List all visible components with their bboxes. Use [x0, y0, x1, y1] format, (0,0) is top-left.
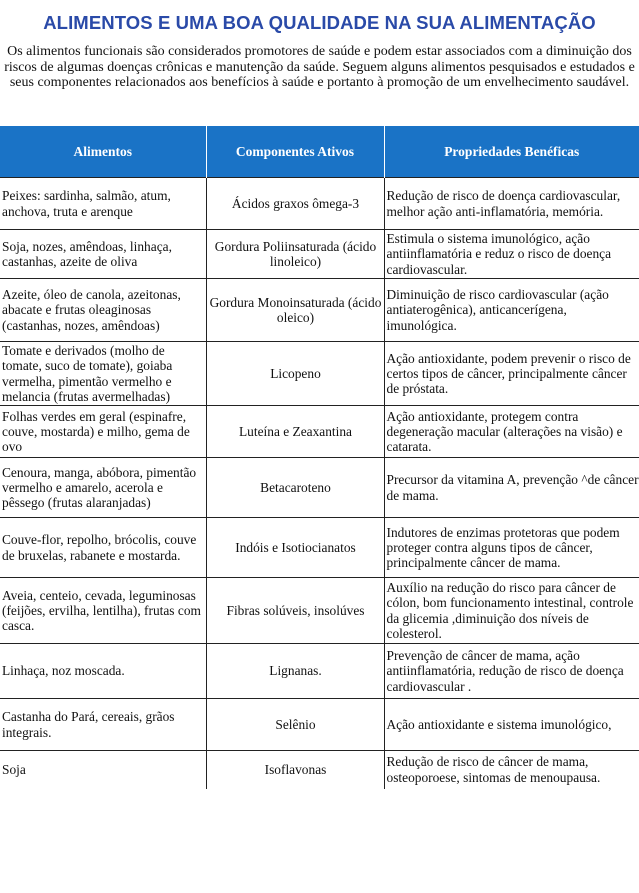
table-row: [0, 578, 639, 644]
component-cell: Indóis e Isotiocianatos: [206, 518, 384, 578]
food-cell: Cenoura, manga, abóbora, pimentão vermelho e amarelo, acerola e pêssego (frutas alaranjadas): [0, 458, 206, 518]
page-title: ALIMENTOS E UMA BOA QUALIDADE NA SUA ALIMENTAÇÃO: [43, 12, 596, 33]
benefits-cell: Redução de risco de doença cardiovascular, melhor ação anti-inflamatória, memória.: [384, 178, 639, 230]
food-cell: Peixes: sardinha, salmão, atum, anchova, truta e arenque: [0, 178, 206, 230]
table-row: [0, 751, 639, 789]
component-cell: Fibras solúveis, insolúves: [206, 578, 384, 644]
benefits-cell: Diminuição de risco cardiovascular (ação antiaterogênica), anticancerígena, imunológica.: [384, 279, 639, 342]
component-cell: Isoflavonas: [206, 751, 384, 789]
food-cell: Soja: [0, 751, 206, 789]
benefits-cell: Ação antioxidante e sistema imunológico,: [384, 699, 639, 751]
table-row: [0, 178, 639, 230]
table-row: [0, 699, 639, 751]
component-cell: Ácidos graxos ômega-3: [206, 178, 384, 230]
table-row: [0, 518, 639, 578]
food-cell: Azeite, óleo de canola, azeitonas, abacate e frutas oleaginosas (castanhas, nozes, amêndoas): [0, 279, 206, 342]
table-row: [0, 279, 639, 342]
table-row: [0, 342, 639, 406]
table-row: [0, 644, 639, 699]
intro-paragraph: Os alimentos funcionais são considerados promotores de saúde e podem estar associados com a diminuição dos riscos de algumas doenças crônicas e manutenção da saúde. Seguem alguns alimentos pesquisados e estudados e seus componentes relacionados aos benefícios à saúde e portanto à promoção de um envelhecimento saudável.: [4, 44, 635, 91]
component-cell: Gordura Poliinsaturada (ácido linoleico): [206, 230, 384, 279]
benefits-cell: Ação antioxidante, podem prevenir o risco de certos tipos de câncer, principalmente câncer de próstata.: [384, 342, 639, 406]
food-cell: Soja, nozes, amêndoas, linhaça, castanhas, azeite de oliva: [0, 230, 206, 279]
benefits-cell: Redução de risco de câncer de mama, osteoporoese, sintomas de menoupausa.: [384, 751, 639, 789]
benefits-cell: Precursor da vitamina A, prevenção ^de câncer de mama.: [384, 458, 639, 518]
food-cell: Couve-flor, repolho, brócolis, couve de bruxelas, rabanete e mostarda.: [0, 518, 206, 578]
benefits-cell: Ação antioxidante, protegem contra degeneração macular (alterações na visão) e catarata.: [384, 406, 639, 458]
component-cell: Licopeno: [206, 342, 384, 406]
component-cell: Betacaroteno: [206, 458, 384, 518]
benefits-cell: Estimula o sistema imunológico, ação antiinflamatória e reduz o risco de doença cardiovascular.: [384, 230, 639, 279]
component-cell: Lignanas.: [206, 644, 384, 699]
header-componentes-ativos: Componentes Ativos: [206, 126, 384, 178]
table-header-row: [0, 126, 639, 178]
food-cell: Aveia, centeio, cevada, leguminosas (feijões, ervilha, lentilha), frutas com casca.: [0, 578, 206, 644]
component-cell: Gordura Monoinsaturada (ácido oleico): [206, 279, 384, 342]
benefits-cell: Indutores de enzimas protetoras que podem proteger contra alguns tipos de câncer, principalmente câncer de mama.: [384, 518, 639, 578]
table-row: [0, 230, 639, 279]
benefits-cell: Prevenção de câncer de mama, ação antiinflamatória, redução de risco de doença cardiovascular .: [384, 644, 639, 699]
food-cell: Linhaça, noz moscada.: [0, 644, 206, 699]
food-cell: Castanha do Pará, cereais, grãos integrais.: [0, 699, 206, 751]
header-propriedades-beneficas: Propriedades Benéficas: [384, 126, 639, 178]
header-alimentos: Alimentos: [0, 126, 206, 178]
foods-table: [0, 126, 639, 789]
component-cell: Luteína e Zeaxantina: [206, 406, 384, 458]
component-cell: Selênio: [206, 699, 384, 751]
food-cell: Folhas verdes em geral (espinafre, couve, mostarda) e milho, gema de ovo: [0, 406, 206, 458]
table-row: [0, 458, 639, 518]
table-row: [0, 406, 639, 458]
food-cell: Tomate e derivados (molho de tomate, suco de tomate), goiaba vermelha, pimentão vermelho e melancia (frutas avermelhadas): [0, 342, 206, 406]
benefits-cell: Auxílio na redução do risco para câncer de cólon, bom funcionamento intestinal, controle da glicemia ,diminuição dos níveis de colesterol.: [384, 578, 639, 644]
